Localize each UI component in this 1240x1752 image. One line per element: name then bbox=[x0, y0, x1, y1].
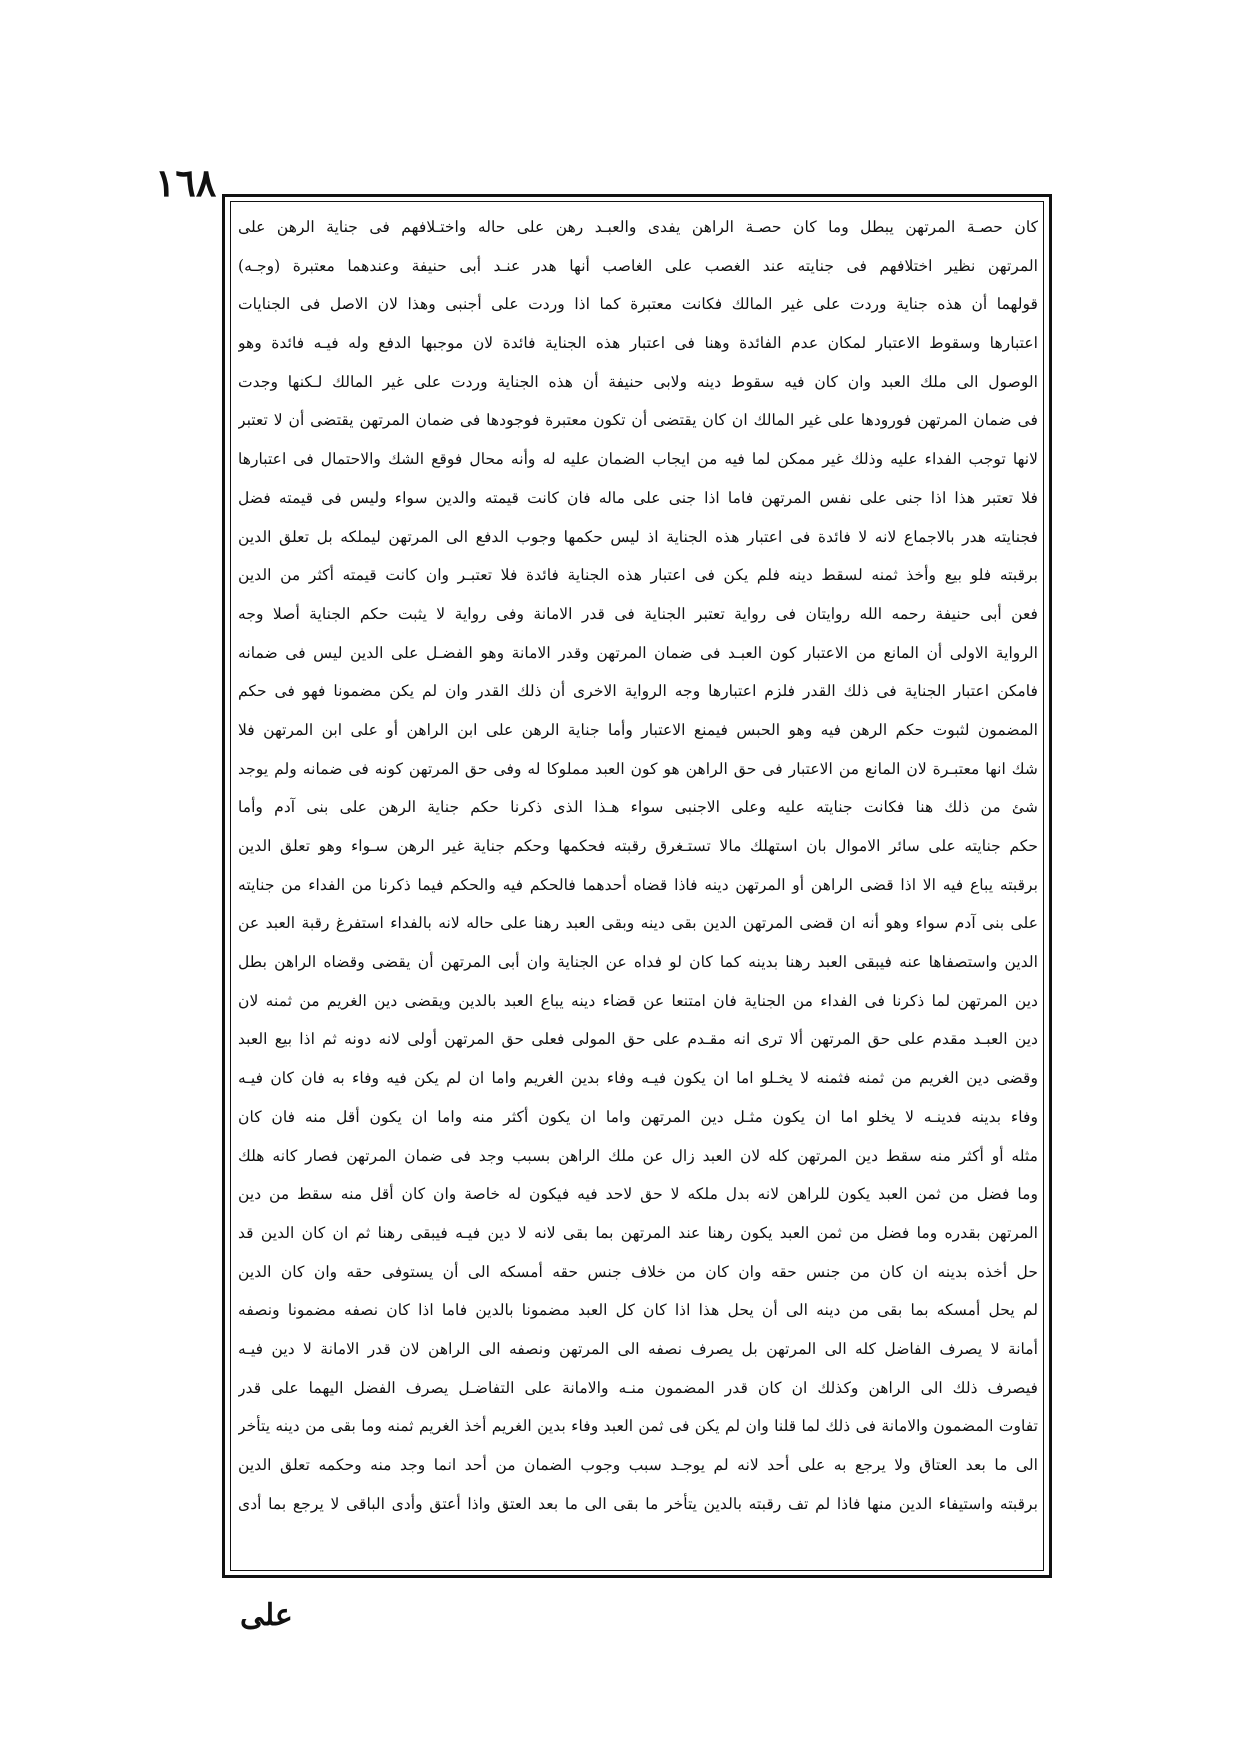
text-line: شئ من ذلك هنا فكانت جنايته عليه وعلى الاجنبى سواء هـذا الذى ذكرنا حكم جناية الرهن على بنى آدم وأما bbox=[238, 798, 1038, 817]
text-line: لم يحل أمسكه بما بقى من دينه الى أن يحل هذا اذا كان كل العبد مضمونا بالدين فاما اذا كان نصفه مضمونا ونصفه bbox=[238, 1301, 1038, 1320]
text-line: مثله أو أكثر منه سقط دين المرتهن كله لان العبد زال عن ملك الراهن بسبب وجد فى ضمان المرتهن فصار كانه هلك bbox=[238, 1146, 1038, 1165]
text-line: فيصرف ذلك الى الراهن وكذلك ان كان قدر المضمون منـه والامانة على التفاضـل يصرف الفضل اليهما على قدر bbox=[238, 1378, 1038, 1397]
text-line: فى ضمان المرتهن فورودها على غير المالك ان كان يقتضى أن تكون معتبرة فوجودها فى ضمان المرتهن يقتضى أن لا تعتبر bbox=[238, 411, 1038, 430]
text-line: المرتهن نظير اختلافهم فى جنايته عند الغصب على الغاصب أنها هدر عنـد أبى حنيفة وعندهما معتبرة (وجـه) bbox=[238, 256, 1038, 275]
text-line: فلا تعتبر هذا اذا جنى على نفس المرتهن فاما اذا جنى على ماله فان كانت قيمته والدين سواء وليس فى قيمته فضل bbox=[238, 488, 1038, 507]
text-line: الرواية الاولى أن المانع من الاعتبار كون العبـد فى ضمان المرتهن وقدر الامانة وهو الفضـل على الدين ليس فى ضمانه bbox=[238, 643, 1038, 662]
page-number: ١٦٨ bbox=[155, 160, 217, 205]
text-line: الدين واستصفاها عنه فيبقى العبد رهنا بدينه كما كان لو فداه عن الجناية وان أبى المرتهن أن يقضى وقضاه الراهن بطل bbox=[238, 953, 1038, 972]
text-line: تفاوت المضمون والامانة فى ذلك لما قلنا وان لم يكن فى ثمن العبد وفاء بدين الغريم أخذ الغريم ثمنه وما بقى من دينه يتأخر bbox=[238, 1417, 1038, 1436]
text-line: فعن أبى حنيفة رحمه الله روايتان فى رواية تعتبر الجناية فى قدر الامانة وفى رواية لا يثبت حكم الجناية أصلا وجه bbox=[238, 604, 1038, 623]
catchword: على bbox=[240, 1598, 293, 1633]
text-line: أمانة لا يصرف الفاضل كله الى المرتهن بل يصرف نصفه الى المرتهن ونصفه الى الراهن لان قدر الامانة لا دين فيـه bbox=[238, 1339, 1038, 1358]
text-line: دين العبـد مقدم على حق المرتهن ألا ترى انه مقـدم على حق المولى فعلى حق المرتهن أولى لانه دونه ثم اذا بيع العبد bbox=[238, 1030, 1038, 1049]
text-line: حكم جنايته على سائر الاموال بان استهلك مالا تستـغرق رقبته فحكمها وحكم جناية غير الرهن سـواء وهو تعلق الدين bbox=[238, 837, 1038, 855]
text-line: على بنى آدم سواء وهو أنه ان قضى المرتهن الدين بقى دينه وبقى العبد رهنا على حاله لانه بالفداء استفرغ رقبة العبد عن bbox=[238, 914, 1038, 933]
text-line: اعتبارها وسقوط الاعتبار لمكان عدم الفائدة وهنا فى اعتبار هذه الجناية فائدة لان موجبها الدفع وله فيـه فائدة وهو bbox=[238, 334, 1038, 353]
text-line: دين المرتهن لما ذكرنا فى الفداء من الجناية فان امتنعا عن قضاء دينه يباع العبد بالدين ويقضى دين الغريم من ثمنه لان bbox=[238, 991, 1038, 1010]
text-line: الوصول الى ملك العبد وان كان فيه سقوط دينه ولابى حنيفة أن هذه الجناية وردت على غير المالك لـكنها وجدت bbox=[238, 372, 1038, 391]
text-line: برقبته واستيفاء الدين منها فاذا لم تف رقبته بالدين يتأخر ما بقى الى ما بعد العتق واذا أعتق وأدى الباقى لا يرجع بما أدى bbox=[238, 1494, 1038, 1513]
text-line: المرتهن بقدره وما فضل من ثمن العبد يكون رهنا عند المرتهن بما بقى لانه لا دين فيـه فيبقى رهنا ثم ان كان الدين قد bbox=[238, 1223, 1038, 1242]
text-line: حل أخذه بدينه ان كان من جنس حقه وان كان من خلاف جنس حقه أمسكه الى أن يستوفى حقه وان كان الدين bbox=[238, 1262, 1038, 1281]
text-line: وقضى دين الغريم من ثمنه فثمنه لا يخـلو اما ان يكون فيـه وفاء بدين الغريم واما ان لم يكن فيه وفاء به فان كان فيـه bbox=[238, 1069, 1038, 1088]
text-line: الى ما بعد العتاق ولا يرجع به على أحد لانه لم يوجـد سبب وجوب الضمان من أحد انما وجد منه وحكمه تعلق الدين bbox=[238, 1456, 1038, 1474]
text-line: فجنايته هدر بالاجماع لانه لا فائدة فى اعتبار هذه الجناية اذ ليس حكمها وجوب الدفع الى المرتهن ليملكه بل تعلق الدين bbox=[238, 527, 1038, 546]
text-line: وفاء بدينه فدينـه لا يخلو اما ان يكون مثـل دين المرتهن واما ان يكون أكثر منه واما ان يكون أقل منه فان كان bbox=[238, 1107, 1038, 1126]
text-line: شك انها معتبـرة لان المانع من الاعتبار فى حق الراهن هو كون العبد مملوكا له وفى حق المرتهن كونه فى ضمانه ولم يوجد bbox=[238, 759, 1038, 778]
text-line: المضمون لثبوت حكم الرهن فيه وهو الحبس فيمنع الاعتبار وأما جناية الرهن على ابن الراهن أو على ابن المرتهن فلا bbox=[238, 720, 1038, 739]
text-body bbox=[238, 208, 1038, 1563]
text-line: قولهما أن هذه جناية وردت على غير المالك فكانت معتبرة كما اذا وردت على أجنبى وهذا لان الاصل فى الجنايات bbox=[238, 295, 1038, 314]
text-line: كان حصـة المرتهن يبطل وما كان حصـة الراهن يفدى والعبـد رهن على حاله واختـلافهم فى جناية الرهن على bbox=[238, 218, 1038, 236]
text-line: فامكن اعتبار الجناية فى ذلك القدر فلزم اعتبارها وجه الرواية الاخرى أن ذلك القدر وان لم يكن مضمونا فهو فى حكم bbox=[238, 682, 1038, 701]
text-line: وما فضل من ثمن العبد يكون للراهن لانه بدل ملكه لا حق لاحد فيه فيكون له خاصة وان كان أقل منه سقط من دين bbox=[238, 1185, 1038, 1204]
text-line: لانها توجب الفداء عليه وذلك غير ممكن لما فيه من ايجاب الضمان عليه له وأنه محال فوقع الشك والاحتمال فى اعتبارها bbox=[238, 450, 1038, 469]
text-line: برقبته فلو بيع وأخذ ثمنه لسقط دينه فلم يكن فى اعتبار هذه الجناية فائدة فلا تعتبـر وان كانت قيمته أكثر من الدين bbox=[238, 566, 1038, 585]
text-line: برقبته يباع فيه الا اذا قضى الراهن أو المرتهن دينه فاذا قضاه أحدهما فالحكم فيه والحكم فيما ذكرنا من الفداء من جنايته bbox=[238, 875, 1038, 894]
